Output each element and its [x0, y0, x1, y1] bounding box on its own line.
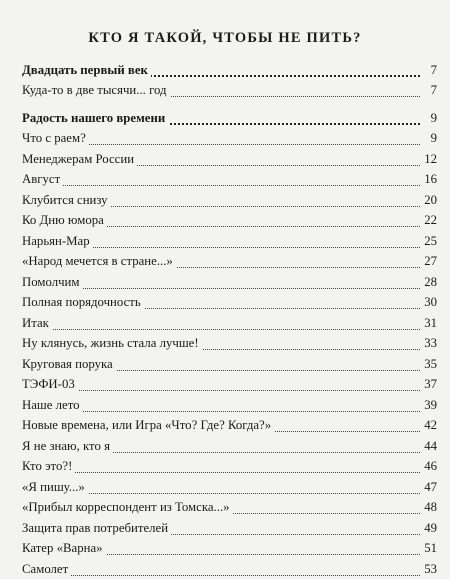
toc-page-number: 37	[424, 377, 437, 391]
toc-entry-title: Август	[22, 169, 63, 189]
toc-entry-row	[22, 313, 442, 333]
toc-entry-title: «Прибыл корреспондент из Томска...»	[22, 497, 233, 517]
toc-page-number: 49	[424, 520, 437, 535]
toc-page-number: 16	[424, 172, 437, 186]
toc-page-number: 22	[424, 213, 437, 227]
toc-entry-row	[22, 477, 442, 497]
toc-entry-title: Защита прав потребителей	[22, 518, 171, 538]
toc-entry-title: Итак	[22, 313, 52, 333]
dot-leader	[22, 575, 420, 576]
toc-entry-title: Клубится снизу	[22, 190, 111, 210]
toc-entry-row	[22, 210, 442, 230]
toc-page-number: 30	[424, 295, 437, 309]
toc-entry-row	[22, 456, 442, 476]
toc-page-number: 47	[424, 479, 437, 494]
toc-entry-row	[22, 395, 442, 415]
toc-page-number: 48	[424, 500, 437, 514]
toc-page-number: 51	[424, 541, 437, 555]
toc-entry-row	[22, 538, 442, 558]
toc-entry-row	[22, 272, 442, 292]
toc-entry-title: Катер «Варна»	[22, 538, 106, 558]
toc-entry-title: «Я пишу...»	[22, 477, 88, 497]
toc-entry-title: Я не знаю, кто я	[22, 436, 113, 456]
toc-entry-title: Менеджерам России	[22, 149, 137, 169]
toc-entry-title: «Народ мечется в стране...»	[22, 251, 176, 271]
bleed-through-text	[0, 0, 450, 22]
toc-entry-title: Полная порядочность	[22, 292, 144, 312]
toc-entry-row	[22, 149, 442, 169]
dot-leader	[22, 185, 420, 186]
toc-page-number: 28	[424, 274, 437, 289]
toc-entry-row	[22, 436, 442, 456]
toc-entry-title: Помолчим	[22, 272, 83, 292]
toc-entry-row	[22, 497, 442, 517]
toc-page-number: 20	[424, 192, 437, 207]
toc-entry-row	[22, 128, 442, 148]
toc-page-number: 53	[424, 561, 437, 576]
toc-page-number: 7	[430, 63, 437, 77]
toc-entry-row	[22, 231, 442, 251]
toc-entry-row	[22, 251, 442, 271]
toc-page-number: 25	[424, 233, 437, 248]
toc-entry-row	[22, 333, 442, 353]
toc-entry-row	[22, 374, 442, 394]
toc-entry-title: Наше лето	[22, 395, 83, 415]
toc-page-number: 33	[424, 336, 437, 350]
toc-page-number: 7	[430, 83, 437, 97]
toc-entry-row	[22, 518, 442, 538]
toc-entry-title: ТЭФИ-03	[22, 374, 78, 394]
toc-entry-title: Ко Дню юмора	[22, 210, 107, 230]
toc-entry-row	[22, 354, 442, 374]
toc-entry-title: Нарьян-Мар	[22, 231, 93, 251]
toc-page-number: 46	[424, 459, 437, 473]
toc-entry-title: Куда-то в две тысячи... год	[22, 80, 170, 100]
toc-page-number: 35	[424, 356, 437, 371]
toc-entry-title: Что с раем?	[22, 128, 89, 148]
toc-entry-row	[22, 80, 442, 100]
toc-section-title: Радость нашего времени	[22, 108, 168, 128]
toc-page-number: 9	[430, 111, 437, 125]
toc-entry-title: Кто это?!	[22, 456, 75, 476]
toc-entry-title: Круговая порука	[22, 354, 116, 374]
dot-leader	[22, 390, 420, 391]
toc-entry-title: Ну клянусь, жизнь стала лучше!	[22, 333, 202, 353]
toc-page-number: 31	[424, 315, 437, 330]
toc-page-number: 39	[424, 397, 437, 412]
toc-entry-row	[22, 190, 442, 210]
toc-entry-row	[22, 292, 442, 312]
toc-page-number: 44	[424, 438, 437, 453]
toc-page-number: 27	[424, 254, 437, 268]
toc-entry-title: Самолет	[22, 559, 71, 579]
toc-page-number: 9	[430, 131, 437, 145]
toc-entry-title: Новые времена, или Игра «Что? Где? Когда?»	[22, 415, 274, 435]
toc-section-row	[22, 60, 442, 80]
dot-leader	[22, 472, 420, 473]
toc-section-row	[22, 108, 442, 128]
toc-page-number: 42	[424, 418, 437, 432]
dot-leader	[22, 329, 420, 330]
toc-entry-row	[22, 559, 442, 579]
toc-page-number: 12	[424, 151, 437, 166]
toc-entry-row	[22, 169, 442, 189]
toc-entry-row	[22, 415, 442, 435]
toc-section-title: Двадцать первый век	[22, 60, 151, 80]
chapter-title: КТО Я ТАКОЙ, ЧТОБЫ НЕ ПИТЬ?	[88, 30, 362, 46]
